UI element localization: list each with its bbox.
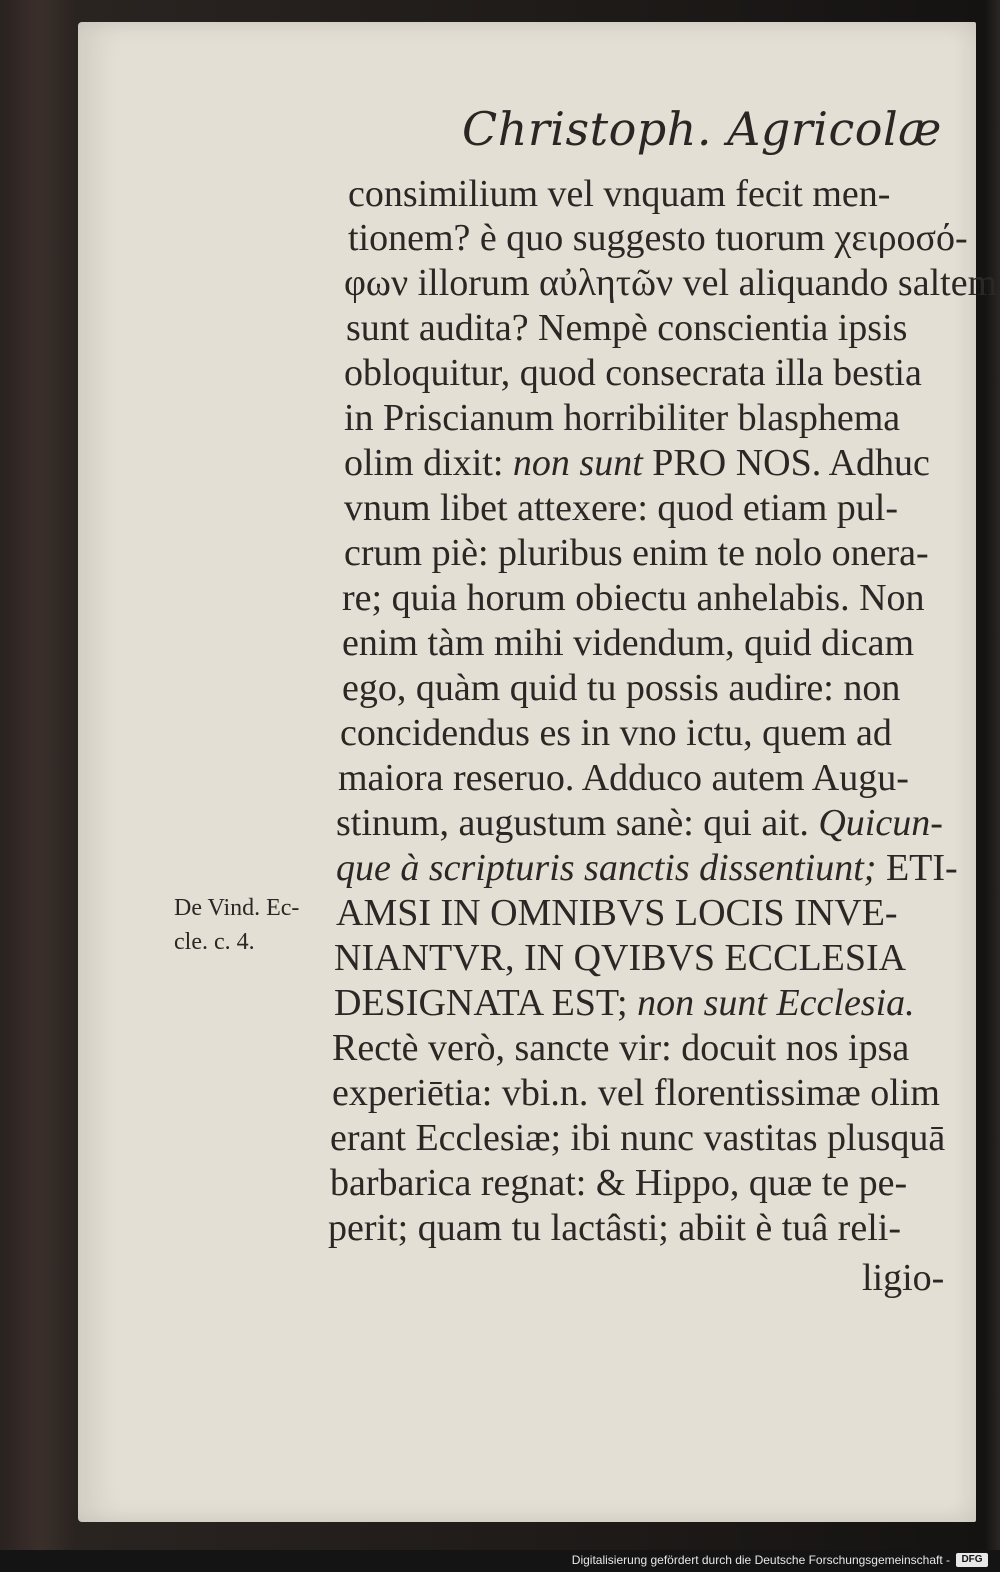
text-line-21: experiētia: vbi.n. vel florentissimæ olim xyxy=(332,1072,940,1114)
text-line-23: barbarica regnat: & Hippo, quæ te pe- xyxy=(330,1162,908,1204)
margin-note-line-1: De Vind. Ec- xyxy=(174,895,300,921)
text-line-12: ego, quàm quid tu possis audire: non xyxy=(342,667,901,709)
dfg-logo: DFG xyxy=(956,1553,988,1567)
text-line-13: concidendus es in vno ictu, quem ad xyxy=(340,712,892,754)
text-line-4: sunt audita? Nempè conscientia ipsis xyxy=(346,307,908,349)
catchword: ligio- xyxy=(862,1257,945,1299)
footer-credit: Digitalisierung gefördert durch die Deutsche Forschungsgemeinschaft - xyxy=(571,1553,950,1567)
text-line-8: vnum libet attexere: quod etiam pul- xyxy=(344,487,899,529)
text-line-18: NIANTVR, IN QVIBVS ECCLESIA xyxy=(334,937,907,979)
text-line-24: perit; quam tu lactâsti; abiit è tuâ reli- xyxy=(328,1207,901,1249)
text-line-19: DESIGNATA EST; non sunt Ecclesia. xyxy=(334,982,915,1024)
running-header: Christoph. Agricolæ xyxy=(462,102,942,156)
text-line-7: olim dixit: non sunt PRO NOS. Adhuc xyxy=(344,442,930,484)
text-line-14: maiora reseruo. Adduco autem Augu- xyxy=(338,757,909,799)
text-line-9: crum piè: pluribus enim te nolo onera- xyxy=(344,532,929,574)
text-line-20: Rectè verò, sancte vir: docuit nos ipsa xyxy=(332,1027,910,1069)
text-line-1: consimilium vel vnquam fecit men- xyxy=(348,173,891,215)
text-line-10: re; quia horum obiectu anhelabis. Non xyxy=(342,577,925,619)
text-line-17: AMSI IN OMNIBVS LOCIS INVE- xyxy=(336,892,898,934)
margin-note-line-2: cle. c. 4. xyxy=(174,929,255,955)
text-line-15: stinum, augustum sanè: qui ait. Quicun- xyxy=(336,802,943,844)
text-line-5: obloquitur, quod consecrata illa bestia xyxy=(344,352,922,394)
text-line-6: in Priscianum horribiliter blasphema xyxy=(344,397,901,439)
text-line-3: φων illorum αὐλητῶν vel aliquando saltem xyxy=(344,262,998,304)
text-line-22: erant Ecclesiæ; ibi nunc vastitas plusquā xyxy=(330,1117,946,1159)
text-line-16: que à scripturis sanctis dissentiunt; ETI- xyxy=(336,847,958,889)
text-line-2: tionem? è quo suggesto tuorum χειροσό- xyxy=(348,217,968,259)
text-line-11: enim tàm mihi videndum, quid dicam xyxy=(342,622,915,664)
